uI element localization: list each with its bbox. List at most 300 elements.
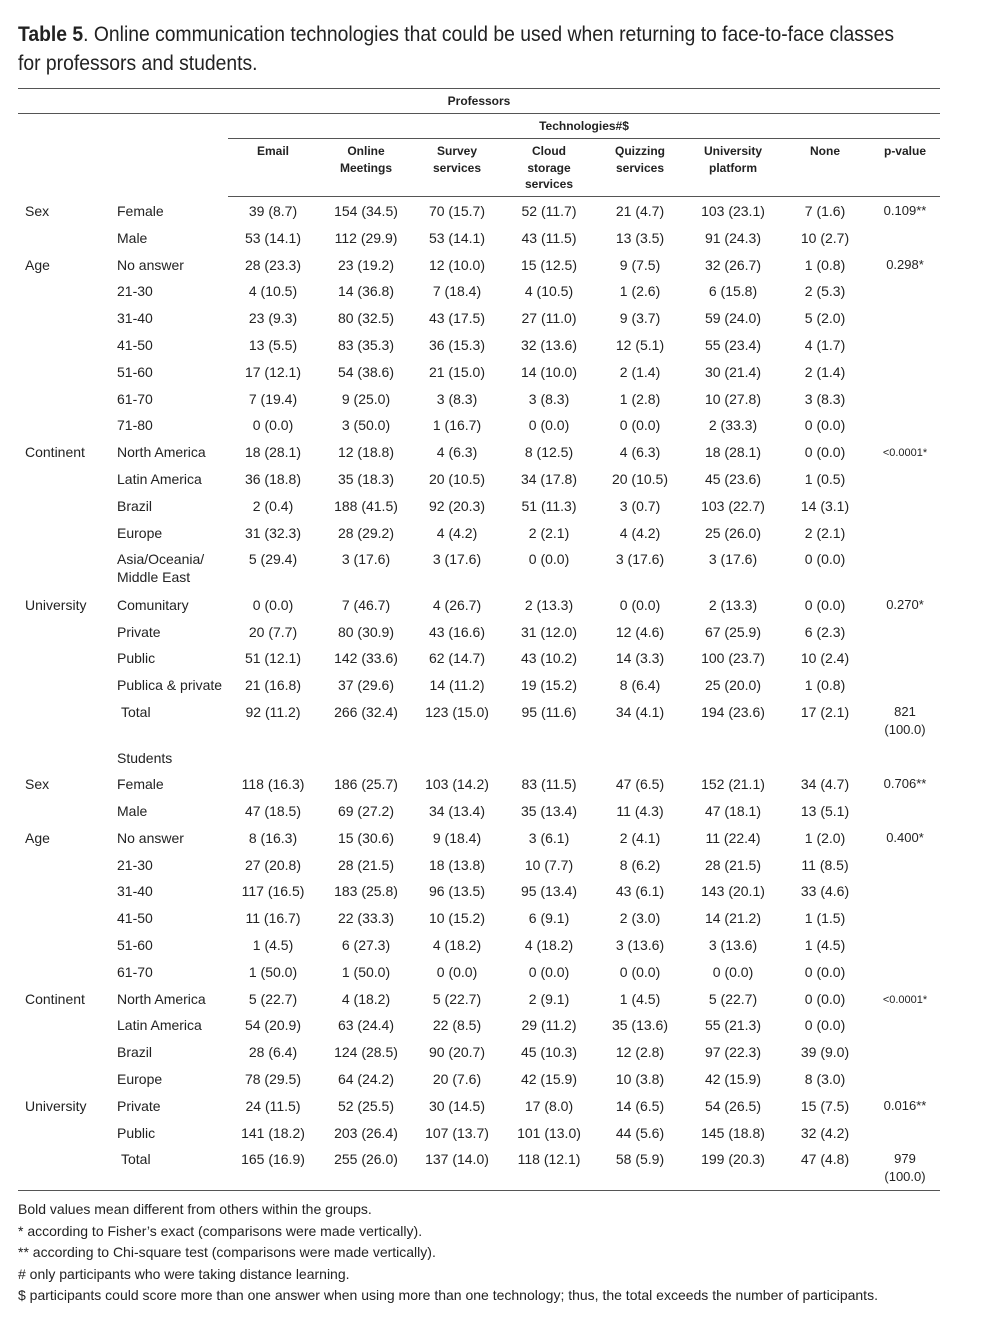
table-cell: 25 (26.0) bbox=[704, 525, 762, 541]
table-cell: 9 (18.4) bbox=[432, 830, 482, 846]
table-cell: 0 (0.0) bbox=[528, 551, 570, 567]
table-cell: 2 (1.4) bbox=[804, 364, 846, 380]
row-category: University bbox=[25, 597, 87, 613]
table-cell: 83 (35.3) bbox=[337, 337, 395, 353]
table-cell: 54 (20.9) bbox=[244, 1017, 302, 1033]
table-cell: 3 (17.6) bbox=[432, 551, 482, 567]
table-cell: 7 (46.7) bbox=[341, 597, 391, 613]
table-cell: 34 (4.7) bbox=[800, 776, 850, 792]
row-label: No answer bbox=[117, 257, 184, 273]
table-cell: 14 (21.2) bbox=[704, 910, 762, 926]
table-cell: 194 (23.6) bbox=[701, 704, 765, 720]
table-cell: 3 (50.0) bbox=[341, 417, 391, 433]
table-cell: 2 (13.3) bbox=[524, 597, 574, 613]
table-cell: 54 (38.6) bbox=[337, 364, 395, 380]
table-cell: 13 (5.5) bbox=[248, 337, 298, 353]
technologies-header: Technologies#$ bbox=[539, 119, 629, 133]
footnote: Bold values mean different from others within the groups. bbox=[18, 1201, 372, 1217]
table-cell: 64 (24.2) bbox=[337, 1071, 395, 1087]
table-cell: 107 (13.7) bbox=[425, 1125, 489, 1141]
table-cell: 255 (26.0) bbox=[334, 1151, 398, 1167]
table-cell: 2 (33.3) bbox=[708, 417, 758, 433]
table-cell: 27 (20.8) bbox=[244, 857, 302, 873]
table-cell: 152 (21.1) bbox=[701, 776, 765, 792]
row-label: Comunitary bbox=[117, 597, 189, 613]
table-cell: 2 (3.0) bbox=[619, 910, 661, 926]
table-cell: 11 (16.7) bbox=[245, 910, 301, 926]
table-cell: 14 (10.0) bbox=[520, 364, 578, 380]
table-cell: 2 (5.3) bbox=[804, 283, 846, 299]
table-cell: 6 (27.3) bbox=[341, 937, 391, 953]
table-cell: 0 (0.0) bbox=[528, 417, 570, 433]
table-cell: 2 (4.1) bbox=[619, 830, 661, 846]
p-value: 821 bbox=[894, 704, 916, 719]
column-header: University bbox=[703, 144, 763, 158]
table-cell: 5 (22.7) bbox=[432, 991, 482, 1007]
table-cell: 103 (23.1) bbox=[701, 203, 765, 219]
table-cell: 183 (25.8) bbox=[334, 883, 398, 899]
column-header: p-value bbox=[883, 144, 926, 158]
table-cell: 118 (16.3) bbox=[241, 776, 305, 792]
table-cell: 4 (4.2) bbox=[619, 525, 661, 541]
row-label: Male bbox=[117, 230, 148, 246]
table-cell: 3 (17.6) bbox=[708, 551, 758, 567]
row-label: 41-50 bbox=[117, 337, 153, 353]
table-cell: 3 (13.6) bbox=[708, 937, 758, 953]
table-cell: 9 (7.5) bbox=[619, 257, 661, 273]
row-label: Male bbox=[117, 803, 148, 819]
table-cell: 15 (30.6) bbox=[337, 830, 395, 846]
table-cell: 8 (6.4) bbox=[619, 677, 661, 693]
row-label: 31-40 bbox=[117, 310, 153, 326]
table-cell: 47 (4.8) bbox=[800, 1151, 850, 1167]
table-cell: 2 (9.1) bbox=[528, 991, 570, 1007]
table-cell: 1 (4.5) bbox=[804, 937, 846, 953]
header-rule bbox=[228, 196, 940, 197]
table-cell: 43 (6.1) bbox=[615, 883, 665, 899]
row-label: Brazil bbox=[117, 498, 153, 514]
table-cell: 103 (22.7) bbox=[701, 498, 765, 514]
table-cell: 4 (4.2) bbox=[436, 525, 478, 541]
technologies-rule bbox=[228, 138, 940, 139]
table-cell: 15 (12.5) bbox=[520, 257, 578, 273]
table-cell: 55 (23.4) bbox=[704, 337, 762, 353]
table-cell: 4 (18.2) bbox=[432, 937, 482, 953]
table-cell: 43 (10.2) bbox=[520, 650, 578, 666]
caption-line-2: for professors and students. bbox=[18, 52, 258, 75]
table-cell: 29 (11.2) bbox=[521, 1017, 577, 1033]
table-cell: 22 (33.3) bbox=[337, 910, 395, 926]
table-cell: 1 (50.0) bbox=[248, 964, 298, 980]
table-cell: 11 (22.4) bbox=[705, 830, 761, 846]
table-cell: 4 (26.7) bbox=[432, 597, 482, 613]
table-cell: 6 (2.3) bbox=[804, 624, 846, 640]
row-label: 51-60 bbox=[117, 937, 153, 953]
table-cell: 203 (26.4) bbox=[334, 1125, 398, 1141]
table-cell: 1 (16.7) bbox=[432, 417, 482, 433]
table-cell: 5 (22.7) bbox=[708, 991, 758, 1007]
table-cell: 10 (15.2) bbox=[428, 910, 486, 926]
p-value: 0.400* bbox=[886, 830, 924, 845]
p-value: <0.0001* bbox=[882, 994, 928, 1006]
table-cell: 47 (18.1) bbox=[704, 803, 762, 819]
row-category: Age bbox=[25, 830, 50, 846]
table-cell: 142 (33.6) bbox=[334, 650, 398, 666]
table-cell: 1 (50.0) bbox=[341, 964, 391, 980]
table-cell: 10 (27.8) bbox=[704, 391, 762, 407]
table-cell: 45 (23.6) bbox=[704, 471, 762, 487]
row-label: Students bbox=[117, 750, 173, 766]
table-cell: 5 (2.0) bbox=[804, 310, 846, 326]
table-cell: 0 (0.0) bbox=[528, 964, 570, 980]
table-cell: 10 (3.8) bbox=[615, 1071, 665, 1087]
table-cell: 96 (13.5) bbox=[428, 883, 486, 899]
table-cell: 14 (3.3) bbox=[615, 650, 665, 666]
table-cell: 118 (12.1) bbox=[517, 1151, 581, 1167]
table-cell: 95 (13.4) bbox=[520, 883, 578, 899]
table-cell: 0 (0.0) bbox=[712, 964, 754, 980]
row-label: Total bbox=[121, 1151, 151, 1167]
table-cell: 70 (15.7) bbox=[428, 203, 486, 219]
column-header: Online bbox=[347, 144, 385, 158]
table-cell: 145 (18.8) bbox=[701, 1125, 765, 1141]
row-label: Latin America bbox=[117, 471, 202, 487]
row-label-continued: Middle East bbox=[117, 569, 191, 585]
table-cell: 11 (4.3) bbox=[616, 803, 664, 819]
table-cell: 43 (16.6) bbox=[428, 624, 486, 640]
table-cell: 37 (29.6) bbox=[337, 677, 395, 693]
table-cell: 3 (8.3) bbox=[436, 391, 478, 407]
row-label: No answer bbox=[117, 830, 184, 846]
row-category: Age bbox=[25, 257, 50, 273]
footnote: * according to Fisher’s exact (comparisons were made vertically). bbox=[18, 1222, 423, 1239]
table-cell: 14 (3.1) bbox=[800, 498, 850, 514]
row-label: 61-70 bbox=[117, 391, 153, 407]
table-cell: 34 (17.8) bbox=[520, 471, 578, 487]
caption-line-1: . Online communication technologies that could be used when returning to face-to-face classes bbox=[83, 23, 894, 46]
table-cell: 17 (8.0) bbox=[524, 1098, 574, 1114]
table-cell: 0 (0.0) bbox=[436, 964, 478, 980]
table-cell: 3 (0.7) bbox=[619, 498, 661, 514]
table-cell: 7 (18.4) bbox=[432, 283, 482, 299]
table-cell: 141 (18.2) bbox=[241, 1125, 305, 1141]
table-cell: 4 (10.5) bbox=[248, 283, 298, 299]
table-cell: 20 (7.6) bbox=[432, 1071, 482, 1087]
group-rule bbox=[18, 113, 940, 114]
table-cell: 17 (12.1) bbox=[244, 364, 302, 380]
table-cell: 52 (11.7) bbox=[521, 203, 577, 219]
footnote: ** according to Chi-square test (comparisons were made vertically). bbox=[18, 1244, 436, 1260]
table-cell: 1 (4.5) bbox=[619, 991, 661, 1007]
table-cell: 0 (0.0) bbox=[804, 991, 846, 1007]
group-header: Professors bbox=[447, 94, 511, 108]
table-cell: 35 (13.6) bbox=[611, 1017, 669, 1033]
table-cell: 12 (4.6) bbox=[615, 624, 665, 640]
table-cell: 67 (25.9) bbox=[704, 624, 762, 640]
table-cell: 14 (11.2) bbox=[429, 677, 485, 693]
table-cell: 103 (14.2) bbox=[425, 776, 489, 792]
row-label: North America bbox=[117, 444, 206, 460]
table-cell: 18 (28.1) bbox=[244, 444, 302, 460]
table-cell: 30 (21.4) bbox=[704, 364, 762, 380]
table-caption bbox=[18, 20, 894, 78]
table-cell: 12 (5.1) bbox=[615, 337, 665, 353]
table-cell: 13 (3.5) bbox=[615, 230, 665, 246]
table-cell: 23 (9.3) bbox=[248, 310, 298, 326]
table-cell: 92 (11.2) bbox=[245, 704, 301, 720]
table-cell: 20 (10.5) bbox=[428, 471, 486, 487]
table-cell: 80 (30.9) bbox=[337, 624, 395, 640]
column-header: services bbox=[615, 160, 665, 175]
table-cell: 10 (2.7) bbox=[800, 230, 850, 246]
table-cell: 188 (41.5) bbox=[334, 498, 398, 514]
p-value: 979 bbox=[894, 1151, 916, 1166]
table-cell: 100 (23.7) bbox=[701, 650, 765, 666]
column-header: storage bbox=[527, 160, 571, 175]
table-cell: 21 (4.7) bbox=[615, 203, 665, 219]
table-cell: 27 (11.0) bbox=[521, 310, 577, 326]
row-category: Sex bbox=[25, 776, 50, 792]
table-cell: 35 (18.3) bbox=[337, 471, 395, 487]
table-cell: 1 (2.0) bbox=[804, 830, 846, 846]
p-value-percent: (100.0) bbox=[884, 1169, 926, 1184]
table-cell: 34 (13.4) bbox=[428, 803, 486, 819]
table-cell: 4 (18.2) bbox=[524, 937, 574, 953]
table-cell: 80 (32.5) bbox=[337, 310, 395, 326]
table-cell: 6 (15.8) bbox=[708, 283, 758, 299]
table-cell: 30 (14.5) bbox=[428, 1098, 486, 1114]
table-cell: 5 (29.4) bbox=[248, 551, 298, 567]
table-cell: 1 (0.5) bbox=[804, 471, 846, 487]
table-cell: 2 (2.1) bbox=[804, 525, 846, 541]
table-cell: 2 (2.1) bbox=[528, 525, 570, 541]
table-cell: 92 (20.3) bbox=[428, 498, 486, 514]
row-label: 61-70 bbox=[117, 964, 153, 980]
table-cell: 4 (6.3) bbox=[436, 444, 478, 460]
row-label: Female bbox=[117, 776, 164, 792]
table-cell: 36 (15.3) bbox=[428, 337, 486, 353]
table-cell: 39 (9.0) bbox=[800, 1044, 850, 1060]
table-cell: 54 (26.5) bbox=[704, 1098, 762, 1114]
table-cell: 35 (13.4) bbox=[520, 803, 578, 819]
table-cell: 32 (4.2) bbox=[800, 1125, 850, 1141]
table-cell: 44 (5.6) bbox=[615, 1125, 665, 1141]
table-cell: 0 (0.0) bbox=[619, 964, 661, 980]
table-cell: 28 (21.5) bbox=[704, 857, 762, 873]
table-cell: 23 (19.2) bbox=[337, 257, 395, 273]
table-cell: 10 (2.4) bbox=[800, 650, 850, 666]
p-value: 0.109** bbox=[883, 203, 927, 218]
table-cell: 0 (0.0) bbox=[804, 964, 846, 980]
row-label: Public bbox=[117, 650, 156, 666]
row-label: 71-80 bbox=[117, 417, 153, 433]
table-cell: 6 (9.1) bbox=[528, 910, 570, 926]
table-cell: 18 (13.8) bbox=[428, 857, 486, 873]
table-cell: 4 (1.7) bbox=[804, 337, 846, 353]
table-cell: 20 (10.5) bbox=[611, 471, 669, 487]
column-header: platform bbox=[709, 160, 757, 175]
row-label: Publica & private bbox=[117, 677, 223, 693]
table-cell: 3 (8.3) bbox=[804, 391, 846, 407]
table-cell: 3 (8.3) bbox=[528, 391, 570, 407]
table-cell: 53 (14.1) bbox=[244, 230, 302, 246]
row-label: 21-30 bbox=[117, 283, 153, 299]
table-cell: 97 (22.3) bbox=[704, 1044, 762, 1060]
table-cell: 13 (5.1) bbox=[800, 803, 850, 819]
row-label: Asia/Oceania/ bbox=[117, 551, 205, 567]
table-cell: 7 (19.4) bbox=[248, 391, 298, 407]
table-cell: 4 (6.3) bbox=[619, 444, 661, 460]
table-cell: 0 (0.0) bbox=[252, 417, 294, 433]
table-cell: 43 (11.5) bbox=[521, 230, 577, 246]
row-label: 21-30 bbox=[117, 857, 153, 873]
table-cell: 8 (16.3) bbox=[248, 830, 298, 846]
p-value: <0.0001* bbox=[882, 447, 928, 459]
table-cell: 0 (0.0) bbox=[619, 597, 661, 613]
table-cell: 3 (13.6) bbox=[615, 937, 665, 953]
table-cell: 28 (23.3) bbox=[244, 257, 302, 273]
row-label: 51-60 bbox=[117, 364, 153, 380]
table-cell: 12 (18.8) bbox=[337, 444, 395, 460]
table-cell: 47 (6.5) bbox=[615, 776, 665, 792]
bottom-rule bbox=[18, 1190, 940, 1191]
row-label: North America bbox=[117, 991, 206, 1007]
table-cell: 22 (8.5) bbox=[432, 1017, 482, 1033]
table-cell: 199 (20.3) bbox=[701, 1151, 765, 1167]
table-cell: 15 (7.5) bbox=[800, 1098, 850, 1114]
table-cell: 2 (13.3) bbox=[708, 597, 758, 613]
table-cell: 1 (2.8) bbox=[619, 391, 661, 407]
row-label: Europe bbox=[117, 1071, 163, 1087]
table-cell: 0 (0.0) bbox=[252, 597, 294, 613]
column-header: services bbox=[524, 177, 574, 191]
table-cell: 78 (29.5) bbox=[244, 1071, 302, 1087]
table-cell: 143 (20.1) bbox=[701, 883, 765, 899]
row-label: 31-40 bbox=[117, 883, 153, 899]
table-cell: 59 (24.0) bbox=[704, 310, 762, 326]
table-cell: 3 (6.1) bbox=[528, 830, 570, 846]
table-cell: 266 (32.4) bbox=[334, 704, 398, 720]
row-label: Public bbox=[117, 1125, 156, 1141]
table-cell: 12 (2.8) bbox=[615, 1044, 665, 1060]
table-cell: 19 (15.2) bbox=[520, 677, 578, 693]
row-label: Total bbox=[121, 704, 151, 720]
p-value: 0.706** bbox=[883, 776, 927, 791]
table-cell: 24 (11.5) bbox=[245, 1098, 301, 1114]
row-label: Latin America bbox=[117, 1017, 202, 1033]
row-category: Continent bbox=[25, 991, 85, 1007]
table-cell: 0 (0.0) bbox=[804, 444, 846, 460]
table-cell: 62 (14.7) bbox=[428, 650, 486, 666]
table-cell: 31 (32.3) bbox=[244, 525, 302, 541]
table-cell: 32 (26.7) bbox=[704, 257, 762, 273]
row-label: Female bbox=[117, 203, 164, 219]
column-header: None bbox=[810, 144, 840, 158]
row-label: 41-50 bbox=[117, 910, 153, 926]
column-header: Cloud bbox=[532, 144, 566, 158]
table-cell: 117 (16.5) bbox=[241, 883, 305, 899]
table-cell: 95 (11.6) bbox=[521, 704, 577, 720]
table-cell: 1 (4.5) bbox=[252, 937, 294, 953]
table-cell: 0 (0.0) bbox=[619, 417, 661, 433]
table-cell: 21 (15.0) bbox=[428, 364, 486, 380]
column-header: services bbox=[432, 160, 482, 175]
row-label: Private bbox=[117, 624, 161, 640]
table-cell: 83 (11.5) bbox=[521, 776, 577, 792]
table-cell: 31 (12.0) bbox=[520, 624, 578, 640]
footnote: $ participants could score more than one answer when using more than one technology; thus, the total exceeds the number of participants. bbox=[18, 1287, 878, 1303]
column-header: Meetings bbox=[339, 160, 392, 175]
table-cell: 32 (13.6) bbox=[520, 337, 578, 353]
table-cell: 9 (3.7) bbox=[619, 310, 661, 326]
table-cell: 4 (10.5) bbox=[524, 283, 574, 299]
row-label: Brazil bbox=[117, 1044, 153, 1060]
table-cell: 34 (4.1) bbox=[615, 704, 665, 720]
table-cell: 8 (3.0) bbox=[804, 1071, 846, 1087]
table-cell: 11 (8.5) bbox=[801, 857, 849, 873]
table-cell: 9 (25.0) bbox=[341, 391, 391, 407]
table-cell: 8 (6.2) bbox=[619, 857, 661, 873]
table-cell: 51 (11.3) bbox=[521, 498, 577, 514]
table-cell: 1 (1.5) bbox=[804, 910, 846, 926]
table-cell: 2 (0.4) bbox=[252, 498, 294, 514]
row-category: Continent bbox=[25, 444, 85, 460]
table-cell: 51 (12.1) bbox=[244, 650, 302, 666]
table-cell: 42 (15.9) bbox=[704, 1071, 762, 1087]
table-cell: 36 (18.8) bbox=[244, 471, 302, 487]
table-cell: 124 (28.5) bbox=[334, 1044, 398, 1060]
table-cell: 14 (36.8) bbox=[337, 283, 395, 299]
table-cell: 39 (8.7) bbox=[248, 203, 298, 219]
table-cell: 21 (16.8) bbox=[244, 677, 302, 693]
p-value: 0.298* bbox=[886, 257, 924, 272]
column-header: Survey bbox=[436, 144, 478, 158]
table-cell: 186 (25.7) bbox=[334, 776, 398, 792]
table-cell: 1 (0.8) bbox=[804, 257, 846, 273]
table-cell: 137 (14.0) bbox=[425, 1151, 489, 1167]
row-label: Private bbox=[117, 1098, 161, 1114]
table-cell: 69 (27.2) bbox=[337, 803, 395, 819]
table-cell: 8 (12.5) bbox=[524, 444, 574, 460]
table-cell: 2 (1.4) bbox=[619, 364, 661, 380]
table-cell: 47 (18.5) bbox=[244, 803, 302, 819]
table-cell: 14 (6.5) bbox=[615, 1098, 665, 1114]
table-cell: 42 (15.9) bbox=[520, 1071, 578, 1087]
table-cell: 53 (14.1) bbox=[428, 230, 486, 246]
table-cell: 123 (15.0) bbox=[425, 704, 489, 720]
table-cell: 0 (0.0) bbox=[804, 597, 846, 613]
table-cell: 58 (5.9) bbox=[615, 1151, 665, 1167]
table-label: Table 5 bbox=[18, 23, 84, 46]
table-cell: 112 (29.9) bbox=[334, 230, 398, 246]
table-cell: 0 (0.0) bbox=[804, 1017, 846, 1033]
p-value: 0.016** bbox=[883, 1098, 927, 1113]
table-cell: 17 (2.1) bbox=[800, 704, 850, 720]
p-value-percent: (100.0) bbox=[884, 722, 926, 737]
table-cell: 28 (6.4) bbox=[248, 1044, 298, 1060]
table-cell: 10 (7.7) bbox=[524, 857, 574, 873]
table-cell: 20 (7.7) bbox=[248, 624, 298, 640]
table-cell: 52 (25.5) bbox=[337, 1098, 395, 1114]
table-cell: 28 (29.2) bbox=[337, 525, 395, 541]
table-cell: 43 (17.5) bbox=[428, 310, 486, 326]
table-cell: 55 (21.3) bbox=[704, 1017, 762, 1033]
column-header: Email bbox=[256, 144, 289, 158]
p-value: 0.270* bbox=[886, 597, 924, 612]
table-cell: 12 (10.0) bbox=[428, 257, 486, 273]
row-category: Sex bbox=[25, 203, 50, 219]
table-cell: 165 (16.9) bbox=[241, 1151, 305, 1167]
